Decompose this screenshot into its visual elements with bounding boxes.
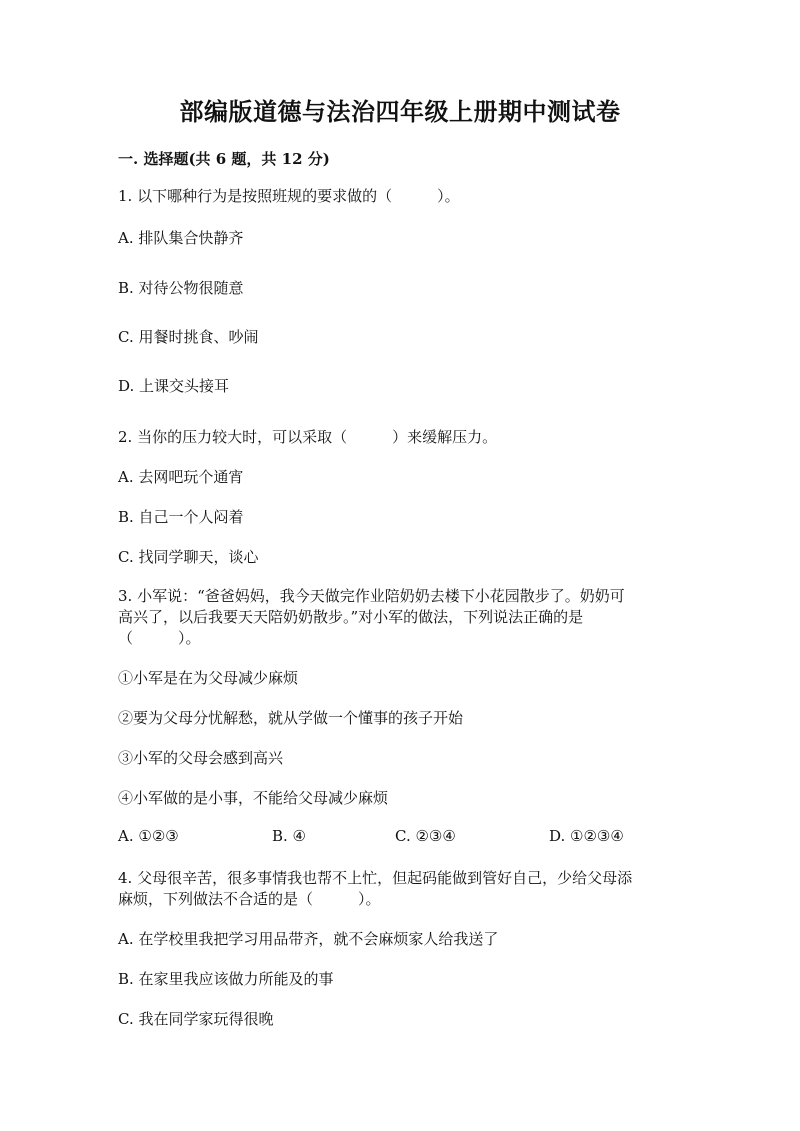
question-1-option-a: A. 排队集合快静齐 (118, 229, 244, 247)
question-2-option-c: C. 找同学聊天，谈心 (118, 548, 259, 566)
question-4-stem-line-2: 麻烦，下列做法不合适的是（ ）。 (118, 890, 381, 908)
question-3-option-b: B. ④ (272, 827, 307, 845)
question-3-stem-line-3: （ ）。 (118, 629, 201, 647)
question-3-option-d: D. ①②③④ (549, 827, 624, 845)
question-3-stem-line-1: 3. 小军说：“爸爸妈妈，我今天做完作业陪奶奶去楼下小花园散步了。奶奶可 (118, 587, 625, 605)
question-1-option-c: C. 用餐时挑食、吵闹 (118, 328, 259, 346)
question-4-option-a: A. 在学校里我把学习用品带齐，就不会麻烦家人给我送了 (118, 930, 499, 948)
question-1-option-b: B. 对待公物很随意 (118, 279, 244, 297)
question-4-stem-line-1: 4. 父母很辛苦，很多事情我也帮不上忙，但起码能做到管好自己，少给父母添 (118, 869, 633, 887)
section-heading: 一. 选择题(共 6 题，共 12 分) (118, 150, 330, 168)
question-3-statement-1: ①小军是在为父母减少麻烦 (118, 669, 299, 687)
exam-title: 部编版道德与法治四年级上册期中测试卷 (179, 97, 621, 126)
question-3-option-a: A. ①②③ (118, 827, 179, 845)
question-2-stem: 2. 当你的压力较大时，可以采取（ ）来缓解压力。 (118, 428, 498, 446)
question-3-statement-2: ②要为父母分忧解愁，就从学做一个懂事的孩子开始 (118, 709, 464, 727)
question-2-option-a: A. 去网吧玩个通宵 (118, 468, 244, 486)
question-1-option-d: D. 上课交头接耳 (118, 377, 230, 395)
question-2-option-b: B. 自己一个人闷着 (118, 508, 244, 526)
question-3-statement-3: ③小军的父母会感到高兴 (118, 749, 284, 767)
question-3-statement-4: ④小军做的是小事，不能给父母减少麻烦 (118, 789, 389, 807)
question-1-stem: 1. 以下哪种行为是按照班规的要求做的（ ）。 (118, 187, 460, 205)
question-4-option-b: B. 在家里我应该做力所能及的事 (118, 970, 334, 988)
question-3-stem-line-2: 高兴了，以后我要天天陪奶奶散步。”对小军的做法，下列说法正确的是 (118, 608, 584, 626)
question-4-option-c: C. 我在同学家玩得很晚 (118, 1010, 274, 1028)
question-3-option-c: C. ②③④ (395, 827, 456, 845)
